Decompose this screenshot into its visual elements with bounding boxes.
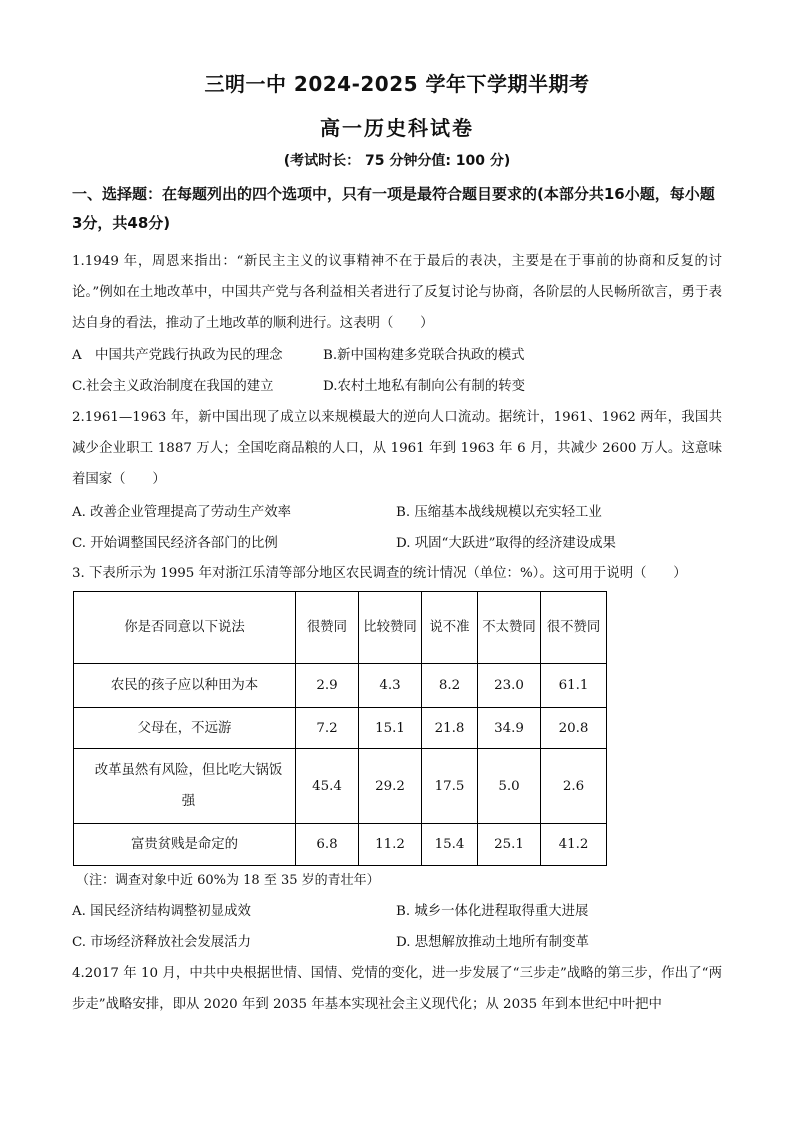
question-3-stem: 3. 下表所示为 1995 年对浙江乐清等部分地区农民调查的统计情况（单位：%）。这可用于说明（ ） [72, 566, 687, 581]
exam-duration-score: (考试时长： 75 分钟分值: 100 分) [283, 153, 511, 169]
question-1-option-d: D.农村土地私有制向公有制的转变 [323, 379, 525, 394]
table-cell: 父母在，不远游 [74, 708, 296, 749]
table-cell: 61.1 [541, 664, 607, 708]
table-cell: 45.4 [296, 749, 359, 824]
table-cell: 17.5 [422, 749, 478, 824]
table-row [74, 708, 607, 749]
table-header-row [74, 592, 607, 664]
question-1-option-c: C.社会主义政治制度在我国的建立 [72, 379, 274, 394]
table-cell: 6.8 [296, 824, 359, 866]
table-cell: 20.8 [541, 708, 607, 749]
table-cell: 农民的孩子应以种田为本 [74, 664, 296, 708]
question-2-option-b: B. 压缩基本战线规模以充实轻工业 [396, 505, 602, 520]
table-header-cell: 比较赞同 [359, 592, 422, 664]
question-2-stem: 2.1961—1963 年，新中国出现了成立以来规模最大的逆向人口流动。据统计，1961、1962 两年，我国共减少企业职工 1887 万人；全国吃商品粮的人口，从 1961 年到 1963 年 6 月，共减少 2600 万人。这意味着国家（ ） [72, 410, 722, 487]
table-cell: 25.1 [478, 824, 541, 866]
table-note: （注：调查对象中近 60%为 18 至 35 岁的青壮年） [76, 873, 380, 888]
question-3-option-a: A. 国民经济结构调整初显成效 [72, 904, 251, 919]
table-cell: 41.2 [541, 824, 607, 866]
question-2-option-a: A. 改善企业管理提高了劳动生产效率 [72, 505, 292, 520]
table-header-cell: 你是否同意以下说法 [74, 592, 296, 664]
table-header-cell: 说不准 [422, 592, 478, 664]
table-cell: 15.4 [422, 824, 478, 866]
table-row [74, 749, 607, 824]
table-cell: 23.0 [478, 664, 541, 708]
table-cell: 21.8 [422, 708, 478, 749]
table-cell: 4.3 [359, 664, 422, 708]
question-1-option-b: B.新中国构建多党联合执政的模式 [323, 348, 525, 363]
table-cell: 2.9 [296, 664, 359, 708]
table-cell: 7.2 [296, 708, 359, 749]
question-1-stem: 1.1949 年，周恩来指出：“新民主主义的议事精神不在于最后的表决，主要是在于事前的协商和反复的讨论。”例如在土地改革中，中国共产党与各利益相关者进行了反复讨论与协商，各阶层的人民畅所欲言，勇于表达自身的看法，推动了土地改革的顺利进行。这表明（ ） [72, 254, 723, 331]
question-3-option-c: C. 市场经济释放社会发展活力 [72, 935, 251, 950]
table-cell: 15.1 [359, 708, 422, 749]
table-cell: 5.0 [478, 749, 541, 824]
table-cell: 8.2 [422, 664, 478, 708]
table-cell: 29.2 [359, 749, 422, 824]
table-cell: 改革虽然有风险，但比吃大锅饭强 [74, 749, 296, 824]
exam-subtitle: 高一历史科试卷 [320, 116, 474, 140]
table-cell: 2.6 [541, 749, 607, 824]
question-2-option-d: D. 巩固“大跃进”取得的经济建设成果 [396, 536, 616, 551]
question-3-option-b: B. 城乡一体化进程取得重大进展 [396, 904, 589, 919]
table-cell: 34.9 [478, 708, 541, 749]
table-cell: 富贵贫贱是命定的 [74, 824, 296, 866]
table-cell: 11.2 [359, 824, 422, 866]
exam-title: 三明一中 2024-2025 学年下学期半期考 [204, 72, 590, 96]
question-3-option-d: D. 思想解放推动土地所有制变革 [396, 935, 589, 950]
table-row [74, 664, 607, 708]
survey-table [73, 591, 607, 866]
table-header-cell: 很赞同 [296, 592, 359, 664]
question-4-stem: 4.2017 年 10 月，中共中央根据世情、国情、党情的变化，进一步发展了“三步走”战略的第三步，作出了“两步走”战略安排，即从 2020 年到 2035 年基本实现社会主义现代化；从 2035 年到本世纪中叶把中 [72, 966, 722, 1012]
table-header-cell: 不太赞同 [478, 592, 541, 664]
table-header-cell: 很不赞同 [541, 592, 607, 664]
section-heading: 一、选择题：在每题列出的四个选项中，只有一项是最符合题目要求的(本部分共16小题，每小题3分，共48分) [72, 185, 715, 232]
question-1-option-a: A 中国共产党践行执政为民的理念 [72, 348, 283, 363]
question-2-option-c: C. 开始调整国民经济各部门的比例 [72, 536, 278, 551]
table-row [74, 824, 607, 866]
